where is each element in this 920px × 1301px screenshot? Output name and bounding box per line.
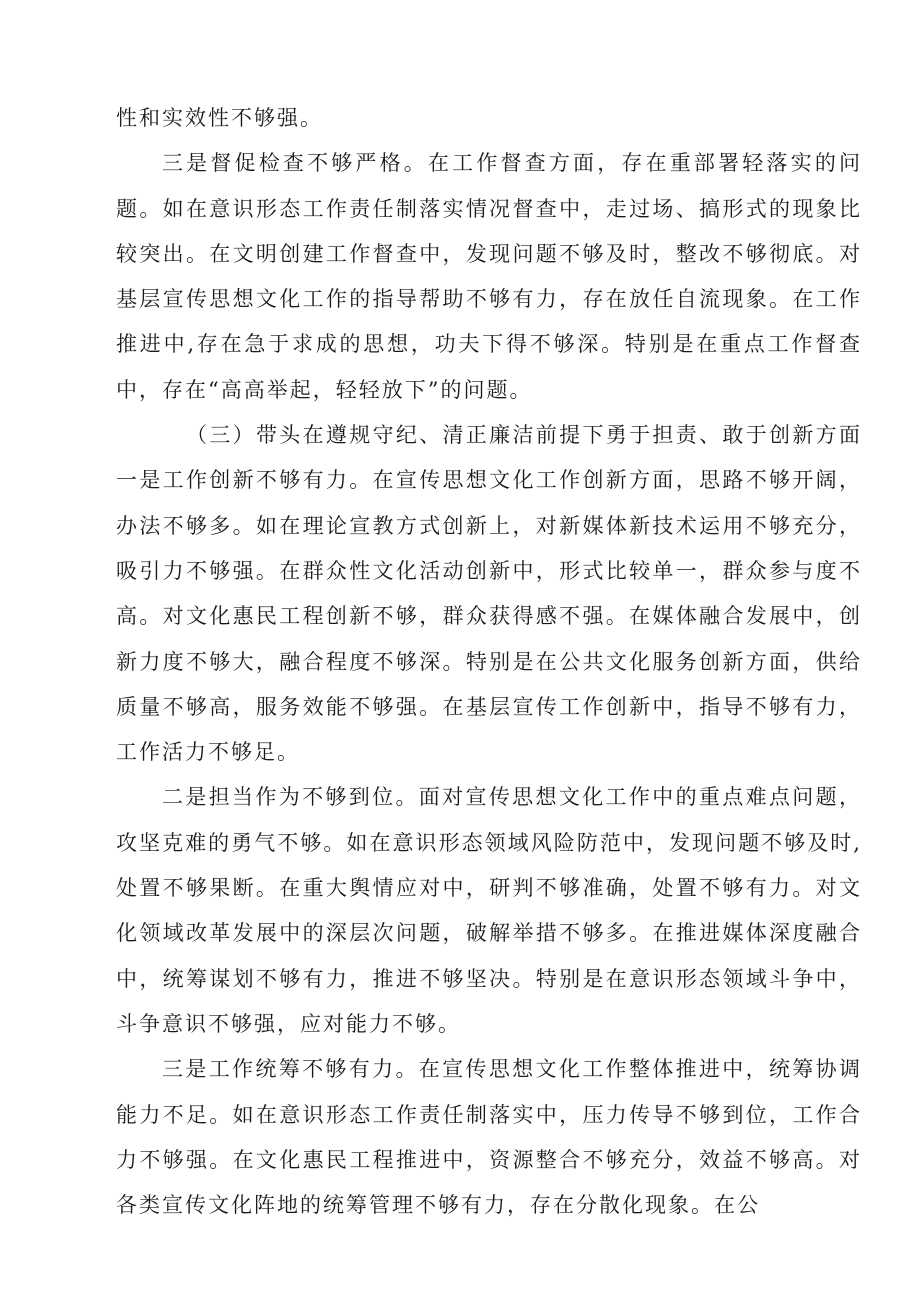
paragraph-coordination: 三是工作统筹不够有力。在宣传思想文化工作整体推进中，统筹协调能力不足。如在意识形态工作责任制落实中，压力传导不够到位，工作合力不够强。在文化惠民工程推进中，资源整合不够充分，效益不够高。对各类宣传文化阵地的统筹管理不够有力，存在分散化现象。在公 [116, 1057, 862, 1218]
document-body [116, 96, 862, 1228]
paragraph-responsibility: 二是担当作为不够到位。面对宣传思想文化工作中的重点难点问题，攻坚克难的勇气不够。如在意识形态领域风险防范中，发现问题不够及时,处置不够果断。在重大舆情应对中，研判不够准确，处置不够有力。对文化领域改革发展中的深层次问题，破解举措不够多。在推进媒体深度融合中，统筹谋划不够有力，推进不够坚决。特别是在意识形态领域斗争中，斗争意识不够强，应对能力不够。 [116, 785, 862, 1036]
paragraph-continuation: 性和实效性不够强。 [116, 106, 323, 130]
paragraph-section-three-innovation: （三）带头在遵规守纪、清正廉洁前提下勇于担责、敢于创新方面一是工作创新不够有力。在宣传思想文化工作创新方面，思路不够开阔，办法不够多。如在理论宣教方式创新上，对新媒体新技术运用不够充分，吸引力不够强。在群众性文化活动创新中，形式比较单一，群众参与度不高。对文化惠民工程创新不够，群众获得感不强。在媒体融合发展中，创新力度不够大，融合程度不够深。特别是在公共文化服务创新方面，供给质量不够高，服务效能不够强。在基层宣传工作创新中，指导不够有力，工作活力不够足。 [116, 423, 862, 765]
paragraph-supervision: 三是督促检查不够严格。在工作督查方面，存在重部署轻落实的问题。如在意识形态工作责任制落实情况督查中，走过场、搞形式的现象比较突出。在文明创建工作督查中，发现问题不够及时，整改不够彻底。对基层宣传思想文化工作的指导帮助不够有力，存在放任自流现象。在工作推进中,存在急于求成的思想，功夫下得不够深。特别是在重点工作督查中，存在“高高举起，轻轻放下”的问题。 [116, 151, 862, 402]
